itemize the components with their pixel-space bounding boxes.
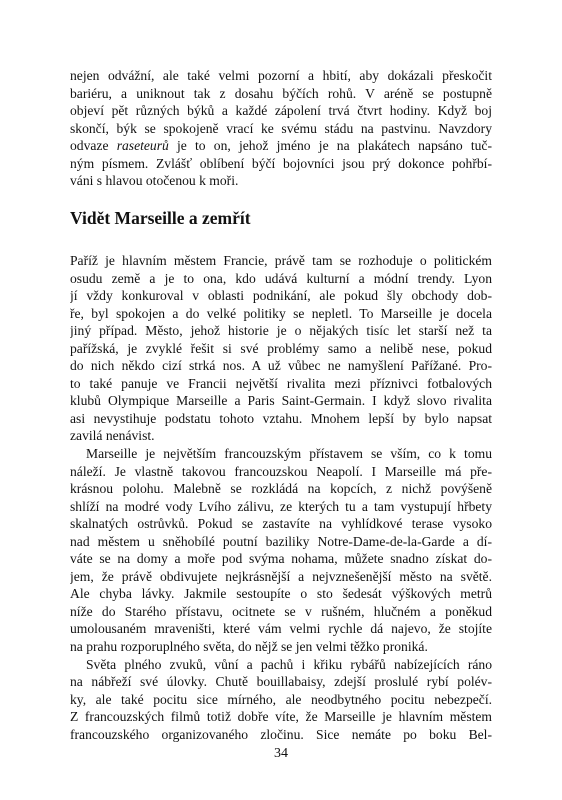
text-line bbox=[70, 137, 492, 155]
section-heading: Vidět Marseille a zemřít bbox=[70, 208, 251, 228]
text-line: osudu země a je to ona, kdo udává kulturní a módní trendy. Lyon bbox=[70, 270, 492, 286]
text-line: skalnatých ostrůvků. Pokud se zastavíte na vyhlídkové terase vysoko bbox=[70, 516, 492, 532]
text-span: je to on, jehož jméno je na plakátech napsáno tuč- bbox=[168, 138, 492, 154]
text-span: odvaze bbox=[70, 138, 117, 154]
text-line: nad městem u sněhobílé poutní baziliky Notre-Dame-de-la-Garde a dí- bbox=[70, 533, 492, 549]
text-line: do nich někdo cizí strká nos. A už vůbec ne namyšlení Pařížané. Pro- bbox=[70, 358, 492, 374]
text-line: Světa plného zvuků, vůní a pachů i křiku rybářů nabízejících ráno bbox=[86, 656, 492, 672]
text-line: zavilá nenávist. bbox=[70, 428, 155, 444]
text-line: shlíží na modré vody Lvího zálivu, ze kterých tu a tam vystupují hřbety bbox=[70, 498, 492, 514]
paragraph-1 bbox=[70, 252, 492, 743]
italic-term: raseteurů bbox=[116, 138, 169, 154]
text-line: asi nevystihuje podstatu tohoto vztahu. Mnohem lepší by bylo napsat bbox=[70, 410, 492, 426]
text-line: skončí, býk se spokojeně vrací ke svému stádu na pastvinu. Navzdory bbox=[70, 120, 492, 136]
text-line: váni s hlavou otočenou k moři. bbox=[70, 173, 239, 189]
text-line: Ale chyba lávky. Jakmile sestoupíte o sto šedesát výškových metrů bbox=[70, 586, 492, 602]
text-line: ným písmem. Zvlášť oblíbení býčí bojovníci jsou prý dokonce pohřbí- bbox=[70, 155, 492, 171]
text-line: nejen odvážní, ale také velmi pozorní a hbití, aby dokázali přeskočit bbox=[70, 68, 492, 83]
text-line: váte se na domy a moře pod svýma nohama, můžete snadno získat do- bbox=[70, 551, 492, 567]
text-line: jí vždy konkuroval v oblasti podnikání, ale pokud šly obchody dob- bbox=[70, 288, 492, 304]
text-line: jiný případ. Město, jehož historie je o nějakých tisíc let starší než ta bbox=[70, 323, 492, 339]
text-line: ky, ale také pocitu sice mírného, ale neodbytného pocitu nebezpečí. bbox=[70, 691, 492, 707]
paragraph-continuation bbox=[70, 67, 492, 190]
text-line: krásnou polohu. Malebně se rozkládá na kopcích, z nichž povýšeně bbox=[70, 481, 492, 497]
text-line: francouzského organizovaného zločinu. Sice nemáte po boku Bel- bbox=[70, 726, 492, 742]
text-line: umolousaném mraveništi, které vám velmi rychle dá najevo, že stojíte bbox=[70, 621, 492, 637]
text-line: Z francouzských filmů totiž dobře víte, že Marseille je hlavním městem bbox=[70, 709, 492, 725]
text-line: Marseille je největším francouzským přístavem se vším, co k tomu bbox=[86, 446, 492, 462]
text-line: Paříž je hlavním městem Francie, právě tam se rozhoduje o politickém bbox=[70, 253, 492, 268]
text-line: na prahu rozporuplného světa, do nějž se jen velmi těžko proniká. bbox=[70, 639, 428, 655]
text-line: objeví pět různých býků a každé zápolení trvá čtvrt hodiny. Když boj bbox=[70, 103, 492, 119]
text-line: ře, byl spokojen a do velké politiky se nepletl. To Marseille je docela bbox=[70, 305, 492, 321]
text-line: klubů Olympique Marseille a Paris Saint-Germain. I když slovo rivalita bbox=[70, 393, 492, 409]
text-line: na nábřeží své úlovky. Chutě bouillabaisy, zdejší proslulé rybí polév- bbox=[70, 674, 492, 690]
text-line: jem, že právě obdivujete nejkrásnější a nejvznešenější město na světě. bbox=[70, 568, 492, 584]
text-line: pařížská, je zvyklé řešit si své problémy samo a nelibě nese, pokud bbox=[70, 340, 492, 356]
text-line: náleží. Je vlastně takovou francouzskou Neapolí. I Marseille má pře- bbox=[70, 463, 492, 479]
page-number: 34 bbox=[274, 746, 288, 761]
text-line: to také panuje ve Francii největší rivalita mezi příznivci fotbalových bbox=[70, 375, 492, 391]
text-line: bariéru, a uniknout tak z dosahu býčích rohů. V aréně se postupně bbox=[70, 85, 492, 101]
text-line: níže do Starého přístavu, ocitnete se v rušném, hlučném a poněkud bbox=[70, 603, 492, 619]
